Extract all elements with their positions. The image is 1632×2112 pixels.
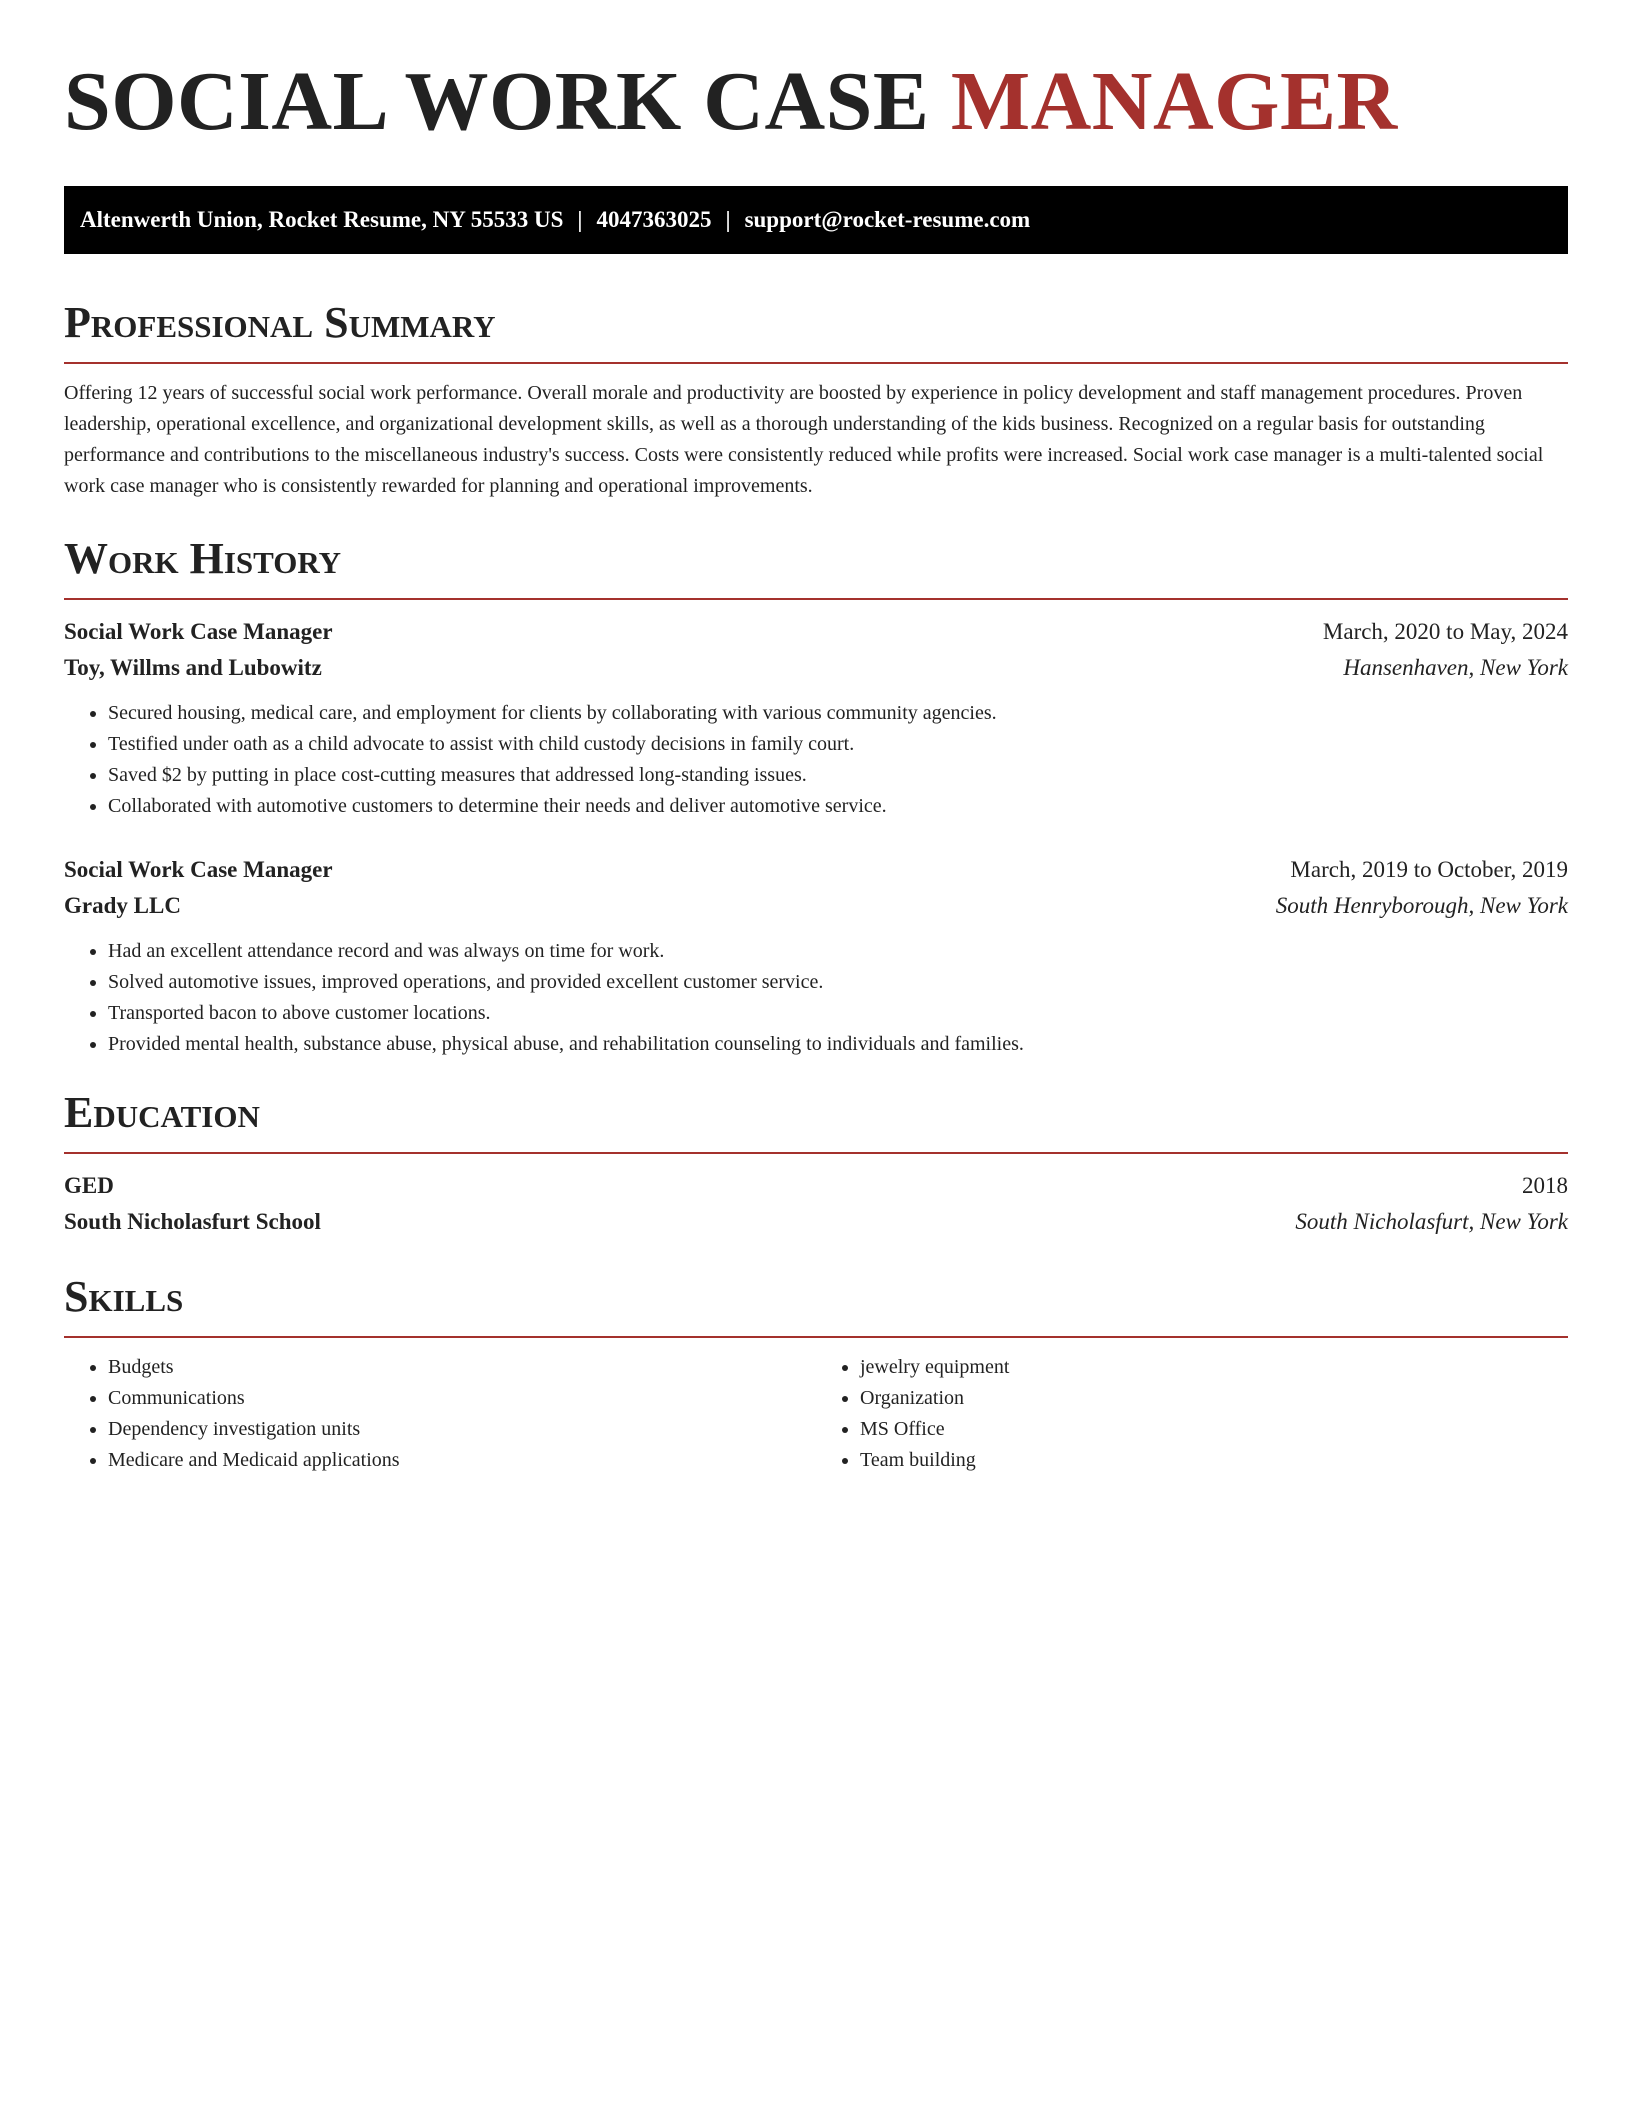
summary-heading: Professional Summary xyxy=(64,298,496,347)
skill-item: • Team building xyxy=(860,1445,1568,1476)
skills-heading: Skills xyxy=(64,1272,184,1321)
section-divider xyxy=(64,362,1568,364)
education-school: South Nicholasfurt School xyxy=(64,1209,321,1234)
education-location: South Nicholasfurt, New York xyxy=(1295,1209,1568,1234)
job-company: Grady LLC xyxy=(64,893,181,918)
job-company: Toy, Willms and Lubowitz xyxy=(64,655,322,680)
job-location: Hansenhaven, New York xyxy=(1343,655,1568,680)
contact-address: Altenwerth Union, Rocket Resume, NY 55533 US xyxy=(80,207,564,232)
education-section xyxy=(64,1086,1568,1240)
job-bullet: • Provided mental health, substance abuse, physical abuse, and rehabilitation counseling to individuals and families. xyxy=(108,1029,1568,1060)
summary-section xyxy=(64,296,1568,502)
job-bullet: • Saved $2 by putting in place cost-cutting measures that addressed long-standing issues. xyxy=(108,760,1568,791)
job-title: Social Work Case Manager xyxy=(64,857,333,882)
education-degree-row xyxy=(64,1168,1568,1204)
section-divider xyxy=(64,1152,1568,1154)
job-company-row xyxy=(64,888,1568,924)
section-divider xyxy=(64,598,1568,600)
contact-separator: | xyxy=(725,207,731,232)
job-header-row xyxy=(64,614,1568,650)
job-bullet: • Secured housing, medical care, and employment for clients by collaborating with various community agencies. xyxy=(108,698,1568,729)
job-bullets xyxy=(64,936,1568,1060)
job-entry xyxy=(64,852,1568,1060)
job-dates: March, 2020 to May, 2024 xyxy=(1322,619,1568,644)
skill-item: • Budgets xyxy=(108,1352,816,1383)
work-history-heading: Work History xyxy=(64,534,342,583)
skill-item: • jewelry equipment xyxy=(860,1352,1568,1383)
education-school-row xyxy=(64,1204,1568,1240)
job-bullet: • Collaborated with automotive customers to determine their needs and deliver automotive service. xyxy=(108,791,1568,822)
skill-item: • Organization xyxy=(860,1383,1568,1414)
skills-list-left xyxy=(64,1352,816,1476)
job-bullet: • Testified under oath as a child advocate to assist with child custody decisions in family court. xyxy=(108,729,1568,760)
job-header-row xyxy=(64,852,1568,888)
section-divider xyxy=(64,1336,1568,1338)
job-bullet: • Solved automotive issues, improved operations, and provided excellent customer service. xyxy=(108,967,1568,998)
summary-text: Offering 12 years of successful social work performance. Overall morale and productivity are boosted by experience in policy development and staff management procedures. Proven leadership, operational excellence, and organizational development skills, as well as a thorough understanding of the kids business. Recognized on a regular basis for outstanding performance and contributions to the miscellaneous industry's success. Costs were consistently reduced while profits were increased. Social work case manager is a multi-talented social work case manager who is consistently rewarded for planning and operational improvements. xyxy=(64,382,1544,497)
contact-bar xyxy=(64,186,1568,254)
skills-section xyxy=(64,1270,1568,1476)
job-bullet: • Transported bacon to above customer locations. xyxy=(108,998,1568,1029)
work-history-section xyxy=(64,532,1568,1060)
skill-item: • MS Office xyxy=(860,1414,1568,1445)
job-bullets xyxy=(64,698,1568,822)
contact-email: support@rocket-resume.com xyxy=(744,207,1031,232)
education-heading: Education xyxy=(64,1088,260,1137)
title-accent: MANAGER xyxy=(950,55,1398,148)
education-year: 2018 xyxy=(1522,1173,1568,1198)
skill-item: • Communications xyxy=(108,1383,816,1414)
title-main: SOCIAL WORK CASE xyxy=(64,55,930,148)
job-dates: March, 2019 to October, 2019 xyxy=(1290,857,1568,882)
contact-separator: | xyxy=(577,207,583,232)
education-degree: GED xyxy=(64,1173,114,1198)
skills-list-right xyxy=(816,1352,1568,1476)
job-company-row xyxy=(64,650,1568,686)
job-title: Social Work Case Manager xyxy=(64,619,333,644)
skill-item: • Dependency investigation units xyxy=(108,1414,816,1445)
resume-title xyxy=(64,52,1568,152)
job-bullet: • Had an excellent attendance record and was always on time for work. xyxy=(108,936,1568,967)
contact-phone: 4047363025 xyxy=(596,207,712,232)
skills-columns xyxy=(64,1352,1568,1476)
job-location: South Henryborough, New York xyxy=(1275,893,1568,918)
job-entry xyxy=(64,614,1568,822)
skill-item: • Medicare and Medicaid applications xyxy=(108,1445,816,1476)
